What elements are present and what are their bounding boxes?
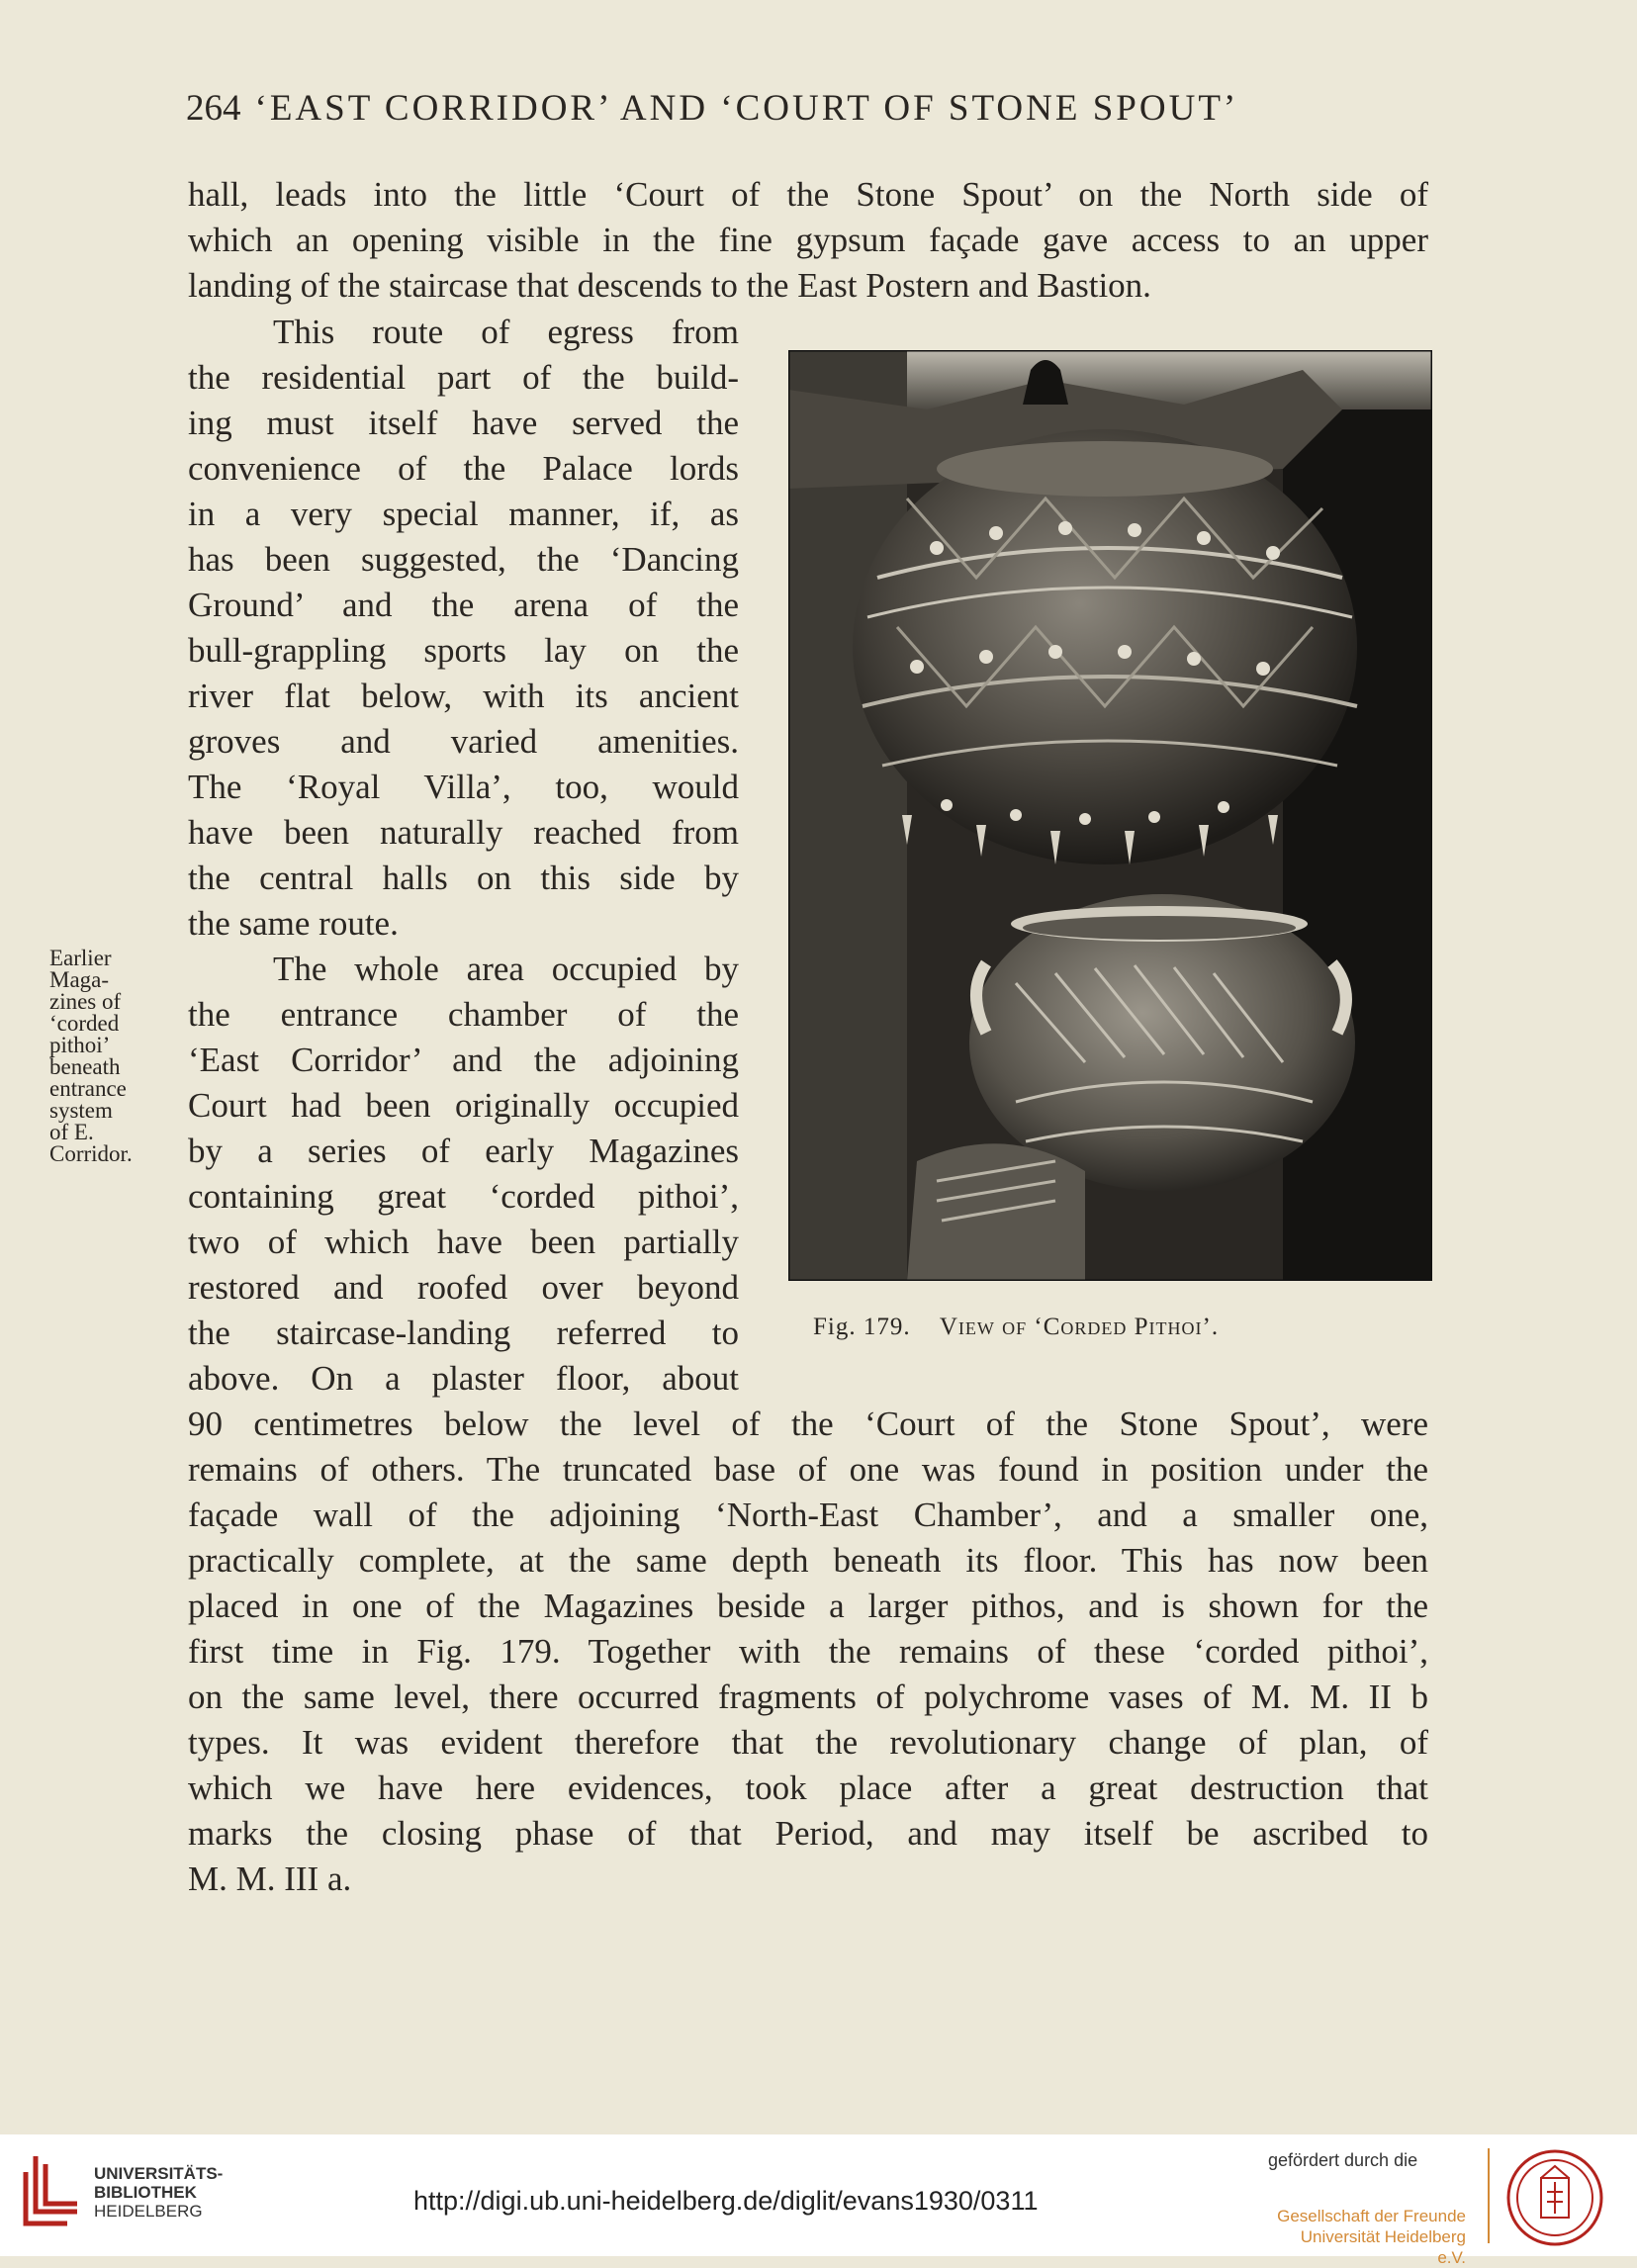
text-line: groves and varied amenities. — [188, 722, 739, 761]
library-logo-icon — [22, 2152, 85, 2229]
text-line: ing must itself have served the — [188, 404, 739, 442]
digitization-footer — [0, 2134, 1637, 2267]
text-line: remains of others. The truncated base of one was found in position under the — [188, 1450, 1428, 1489]
text-line: types. It was evident therefore that the revolutionary change of plan, of — [188, 1723, 1428, 1762]
text-line: Court had been originally occupied — [188, 1086, 739, 1125]
text-line: by a series of early Magazines — [188, 1132, 739, 1170]
text-line: river flat below, with its ancient — [188, 677, 739, 715]
figure-caption — [813, 1314, 1407, 1341]
marginal-note-line: system — [49, 1098, 113, 1123]
marginal-note-line: pithoi’ — [49, 1033, 111, 1057]
figure-number: Fig. 179. — [813, 1314, 911, 1340]
library-name-line: HEIDELBERG — [94, 2202, 203, 2221]
text-line: the staircase-landing referred to — [188, 1314, 739, 1352]
text-line: convenience of the Palace lords — [188, 449, 739, 488]
figure-photograph — [788, 350, 1432, 1281]
text-line: in a very special manner, if, as — [188, 495, 739, 533]
text-line: the entrance chamber of the — [188, 995, 739, 1034]
footer-divider — [1488, 2148, 1490, 2243]
sponsor-name — [1274, 2206, 1466, 2268]
text-line: practically complete, at the same depth beneath its floor. This has now been — [188, 1541, 1428, 1580]
text-line: 90 centimetres below the level of the ‘Court of the Stone Spout’, were — [188, 1405, 1428, 1443]
marginal-note-line: Corridor. — [49, 1141, 133, 1166]
library-name-line: UNIVERSITÄTS- — [94, 2164, 224, 2183]
text-line: bull-grappling sports lay on the — [188, 631, 739, 670]
text-line: marks the closing phase of that Period, and may itself be ascribed to — [188, 1814, 1428, 1853]
text-line: This route of egress from — [273, 313, 739, 351]
marginal-note-line: beneath — [49, 1054, 121, 1079]
library-name-line: BIBLIOTHEK — [94, 2183, 197, 2202]
text-line: ‘East Corridor’ and the adjoining — [188, 1041, 739, 1079]
marginal-note-line: zines of — [49, 989, 122, 1014]
text-line: which an opening visible in the fine gypsum façade gave access to an upper — [188, 221, 1428, 259]
text-line: on the same level, there occurred fragments of polychrome vases of M. M. II b — [188, 1678, 1428, 1716]
text-line: above. On a plaster floor, about — [188, 1359, 739, 1398]
sponsor-note: gefördert durch die — [1268, 2150, 1418, 2170]
text-line: The ‘Royal Villa’, too, would — [188, 768, 739, 806]
text-line: the same route. — [188, 904, 399, 943]
marginal-note-line: ‘corded — [49, 1011, 120, 1036]
text-line: has been suggested, the ‘Dancing — [188, 540, 739, 579]
text-line: two of which have been partially — [188, 1223, 739, 1261]
running-title: ‘EAST CORRIDOR’ AND ‘COURT OF STONE SPOUT’ — [254, 88, 1239, 129]
text-line: façade wall of the adjoining ‘North-East Chamber’, and a smaller one, — [188, 1496, 1428, 1534]
text-line: hall, leads into the little ‘Court of the Stone Spout’ on the North side of — [188, 175, 1428, 214]
source-url-link[interactable]: http://digi.ub.uni-heidelberg.de/diglit/evans1930/0311 — [413, 2186, 1039, 2216]
marginal-note — [49, 948, 173, 1165]
text-line: Ground’ and the arena of the — [188, 586, 739, 624]
running-head — [186, 87, 1434, 130]
marginal-note-line: entrance — [49, 1076, 127, 1101]
text-line: containing great ‘corded pithoi’, — [188, 1177, 739, 1216]
marginal-note-line: Earlier — [49, 946, 112, 970]
text-line: The whole area occupied by — [273, 950, 739, 988]
sponsor-name-line: Universität Heidelberg e.V. — [1300, 2227, 1466, 2267]
marginal-note-line: Maga- — [49, 967, 110, 992]
text-line: have been naturally reached from — [188, 813, 739, 852]
corded-pithoi-photo — [788, 350, 1432, 1281]
page-number: 264 — [186, 88, 241, 129]
university-seal-icon — [1505, 2148, 1604, 2247]
text-line: the residential part of the build- — [188, 358, 739, 397]
text-line: placed in one of the Magazines beside a larger pithos, and is shown for the — [188, 1587, 1428, 1625]
library-name — [94, 2164, 223, 2221]
text-line: which we have here evidences, took place after a great destruction that — [188, 1769, 1428, 1807]
sponsor-name-line: Gesellschaft der Freunde — [1277, 2207, 1466, 2225]
text-line: restored and roofed over beyond — [188, 1268, 739, 1307]
marginal-note-line: of E. — [49, 1120, 94, 1144]
text-line: landing of the staircase that descends to the East Postern and Bastion. — [188, 266, 1151, 305]
text-line: the central halls on this side by — [188, 859, 739, 897]
text-line: first time in Fig. 179. Together with the remains of these ‘corded pithoi’, — [188, 1632, 1428, 1671]
text-line: M. M. III a. — [188, 1860, 352, 1898]
figure-title: View of ‘Corded Pithoi’. — [939, 1314, 1220, 1340]
